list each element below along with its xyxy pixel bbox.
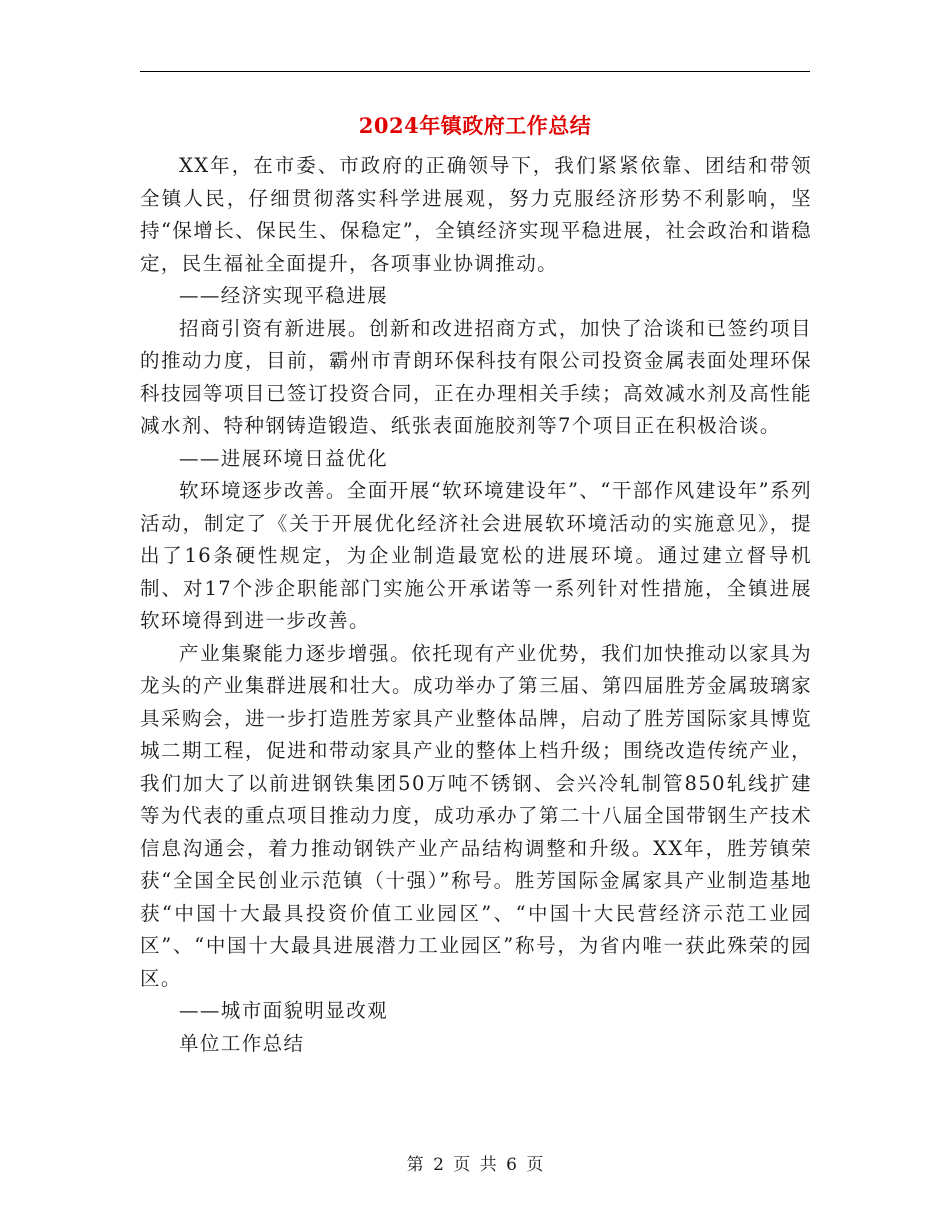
document-title: 2024年镇政府工作总结 — [358, 113, 592, 138]
section-heading-unit-summary: 单位工作总结 — [179, 1031, 305, 1055]
page-number-footer: 第 2 页 共 6 页 — [406, 1155, 544, 1175]
section-heading-economy: ——经济实现平稳进展 — [179, 284, 389, 307]
paragraph-intro: XX年，在市委、市政府的正确领导下，我们紧紧依靠、团结和带领全镇人民，仔细贯彻落实科学进展观，努力克服经济形势不利影响，坚持“保增长、保民生、保稳定”，全镇经济实现平稳进展，社会政治和谐稳定，民生福祉全面提升，各项事业协调推动。 — [140, 154, 812, 275]
paragraph-investment: 招商引资有新进展。创新和改进招商方式，加快了洽谈和已签约项目的推动力度，目前，霸州市青朗环保科技有限公司投资金属表面处理环保科技园等项目已签订投资合同，正在办理相关手续；高效减水剂及高性能减水剂、特种钢铸造锻造、纸张表面施胶剂等7个项目正在积极洽谈。 — [140, 316, 812, 437]
header-rule — [140, 71, 810, 72]
section-heading-city: ——城市面貌明显改观 — [179, 999, 389, 1022]
paragraph-industry-cluster: 产业集聚能力逐步增强。依托现有产业优势，我们加快推动以家具为龙头的产业集群进展和壮大。成功举办了第三届、第四届胜芳金属玻璃家具采购会，进一步打造胜芳家具产业整体品牌，启动了胜芳国际家具博览城二期工程，促进和带动家具产业的整体上档升级；围绕改造传统产业，我们加大了以前进钢铁集团50万吨不锈钢、会兴冷轧制管850轧线扩建等为代表的重点项目推动力度，成功承办了第二十八届全国带钢生产技术信息沟通会，着力推动钢铁产业产品结构调整和升级。XX年，胜芳镇荣获“全国全民创业示范镇（十强）”称号。胜芳国际金属家具产业制造基地获“中国十大最具投资价值工业园区”、“中国十大民营经济示范工业园区”、“中国十大最具进展潜力工业园区”称号，为省内唯一获此殊荣的园区。 — [140, 641, 812, 990]
section-heading-environment: ——进展环境日益优化 — [179, 446, 389, 470]
document-body — [140, 150, 812, 1060]
paragraph-soft-environment: 软环境逐步改善。全面开展“软环境建设年”、“干部作风建设年”系列活动，制定了《关于开展优化经济社会进展软环境活动的实施意见》，提出了16条硬性规定，为企业制造最宽松的进展环境。通过建立督导机制、对17个涉企职能部门实施公开承诺等一系列针对性措施，全镇进展软环境得到进一步改善。 — [140, 479, 812, 632]
